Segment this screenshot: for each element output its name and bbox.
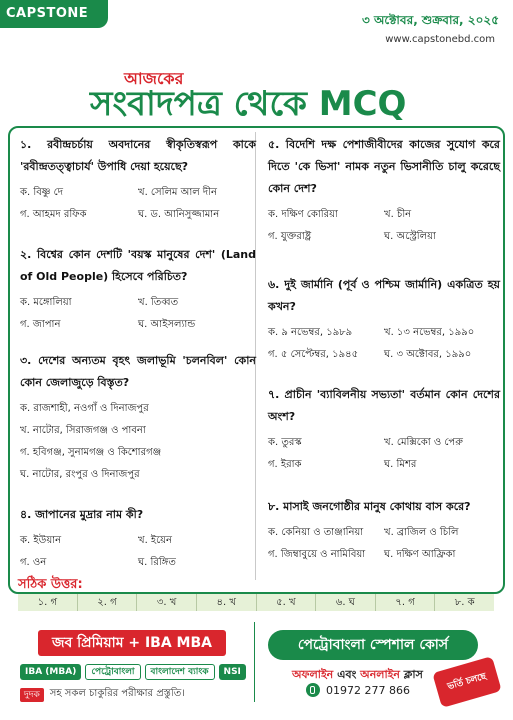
question-text: ৮. মাসাই জনগোষ্ঠীর মানুষ কোথায় বাস করে?: [268, 500, 471, 513]
mode-offline: অফলাইন: [292, 668, 334, 681]
tag-iba: IBA (MBA): [20, 664, 81, 680]
option: গ. ৫ সেপ্টেম্বর, ১৯৪৫: [268, 349, 359, 360]
brand-logo: CAPSTONE: [0, 0, 108, 28]
answer-item: ৭. গ: [376, 594, 436, 611]
question-text: ৪. জাপানের মুদ্রার নাম কী?: [20, 508, 144, 521]
option: খ. সেলিম আল দীন: [138, 187, 218, 198]
answer-item: ২. গ: [78, 594, 138, 611]
phone-number: 01972 277 866: [326, 683, 410, 697]
question-6: [268, 274, 500, 366]
phone-icon: [306, 683, 320, 697]
option: ঘ. নাটোর, রংপুর ও দিনাজপুর: [20, 469, 140, 480]
option: খ. ইয়েন: [138, 535, 173, 546]
answer-key: [18, 594, 494, 611]
tag-petrobangla: পেট্রোবাংলা: [85, 664, 140, 680]
question-8: [268, 496, 500, 566]
job-premium-banner: জব প্রিমিয়াম + IBA MBA: [38, 630, 226, 656]
answer-item: ৬. ঘ: [316, 594, 376, 611]
option: ঘ. মিশর: [384, 459, 417, 470]
option: ক. মঙ্গোলিয়া: [20, 297, 72, 308]
option: খ. ব্রাজিল ও চিলি: [384, 527, 459, 538]
option: ক. রাজশাহী, নওগাঁ ও দিনাজপুর: [20, 403, 149, 414]
mode-suffix: ক্লাস: [403, 668, 423, 681]
preparation-text: সহ সকল চাকুরির পরীক্ষার প্রস্তুতি।: [49, 688, 185, 699]
question-2: [20, 244, 256, 336]
option: ঘ. আইসল্যান্ড: [138, 319, 196, 330]
page-title: সংবাদপত্র থেকে MCQ: [90, 84, 407, 124]
option: খ. চীন: [384, 209, 412, 220]
preparation-line: [20, 686, 185, 703]
website-url: www.capstonebd.com: [385, 34, 495, 45]
answer-item: ৫. খ: [257, 594, 317, 611]
exam-tags: [20, 664, 246, 680]
option: ঘ. ড. আনিসুজ্জামান: [138, 209, 220, 220]
headline-kicker: আজকের: [124, 69, 184, 88]
mode-and: এবং: [337, 668, 357, 681]
question-text: ৩. দেশের অন্যতম বৃহৎ জলাভূমি 'চলনবিল' কোন কোন জেলাজুড়ে বিস্তৃত?: [20, 354, 256, 389]
option: খ. নাটোর, সিরাজগঞ্জ ও পাবনা: [20, 425, 146, 436]
option: গ. ইরাক: [268, 459, 302, 470]
option: ক. ইউয়ান: [20, 535, 62, 546]
answers-title: সঠিক উত্তর:: [18, 577, 83, 592]
petrobangla-course-banner: পেট্রোবাংলা স্পেশাল কোর্স: [268, 630, 478, 660]
top-bar: [0, 0, 513, 30]
option: খ. তিব্বত: [138, 297, 179, 308]
option: ঘ. ৩ অক্টোবর, ১৯৯০: [384, 349, 472, 360]
option: খ. মেক্সিকো ও পেরু: [384, 437, 463, 448]
footer-separator: [254, 622, 255, 702]
question-7: [268, 384, 500, 476]
question-5: [268, 134, 500, 248]
option: গ. জিম্বাবুয়ে ও নামিবিয়া: [268, 549, 366, 560]
admission-badge: ভর্তি চলছে: [432, 656, 502, 708]
option: ক. ৯ নভেম্বর, ১৯৮৯: [268, 327, 353, 338]
tag-nsi: NSI: [219, 664, 246, 680]
option: গ. যুক্তরাষ্ট্র: [268, 231, 312, 242]
option: গ. জাপান: [20, 319, 61, 330]
option: ক. কেনিয়া ও তাঞ্জানিয়া: [268, 527, 364, 538]
question-text: ১. রবীন্দ্রচর্চায় অবদানের স্বীকৃতিস্বরূপ কাকে 'রবীন্দ্রতত্ত্বাচার্য' উপাধি দেয়া হয়েছে?: [20, 138, 256, 173]
option: খ. ১৩ নভেম্বর, ১৯৯০: [384, 327, 475, 338]
option: গ. ওন: [20, 557, 47, 568]
mode-online: অনলাইন: [360, 668, 400, 681]
answer-item: ৩. খ: [137, 594, 197, 611]
option: ক. তুরস্ক: [268, 437, 302, 448]
question-text: ৭. প্রাচীন 'ব্যাবিলনীয় সভ্যতা' বর্তমান কোন দেশের অংশ?: [268, 388, 500, 423]
answer-item: ১. গ: [18, 594, 78, 611]
question-3: [20, 350, 256, 486]
publish-date: ৩ অক্টোবর, শুক্রবার, ২০২৫: [362, 13, 499, 27]
tag-bangladesh-bank: বাংলাদেশ ব্যাংক: [145, 664, 215, 680]
option: গ. হবিগঞ্জ, সুনামগঞ্জ ও কিশোরগঞ্জ: [20, 447, 162, 458]
option: ক. দক্ষিণ কোরিয়া: [268, 209, 338, 220]
answer-item: ৪. খ: [197, 594, 257, 611]
option: গ. আহমদ রফিক: [20, 209, 87, 220]
question-text: ২. বিশ্বের কোন দেশটি 'বয়স্ক মানুষের দেশ' (Land of Old People) হিসেবে পরিচিত?: [20, 248, 256, 283]
question-text: ৫. বিদেশি দক্ষ পেশাজীবীদের কাজের সুযোগ করে দিতে 'কে ভিসা' নামক নতুন ভিসানীতি চালু করেছে কোন দেশ?: [268, 138, 500, 195]
option: ক. বিষ্ণু দে: [20, 187, 63, 198]
question-1: [20, 134, 256, 226]
question-4: [20, 504, 256, 574]
option: ঘ. অস্ট্রেলিয়া: [384, 231, 436, 242]
contact-phone: [306, 683, 410, 697]
tag-dudok: দুদক: [20, 688, 44, 702]
option: ঘ. দক্ষিণ আফ্রিকা: [384, 549, 456, 560]
question-text: ৬. দুই জার্মানি (পূর্ব ও পশ্চিম জার্মানি) একত্রিত হয় কখন?: [268, 278, 500, 313]
answer-item: ৮. ক: [454, 597, 475, 608]
option: ঘ. রিঙ্গিত: [138, 557, 176, 568]
